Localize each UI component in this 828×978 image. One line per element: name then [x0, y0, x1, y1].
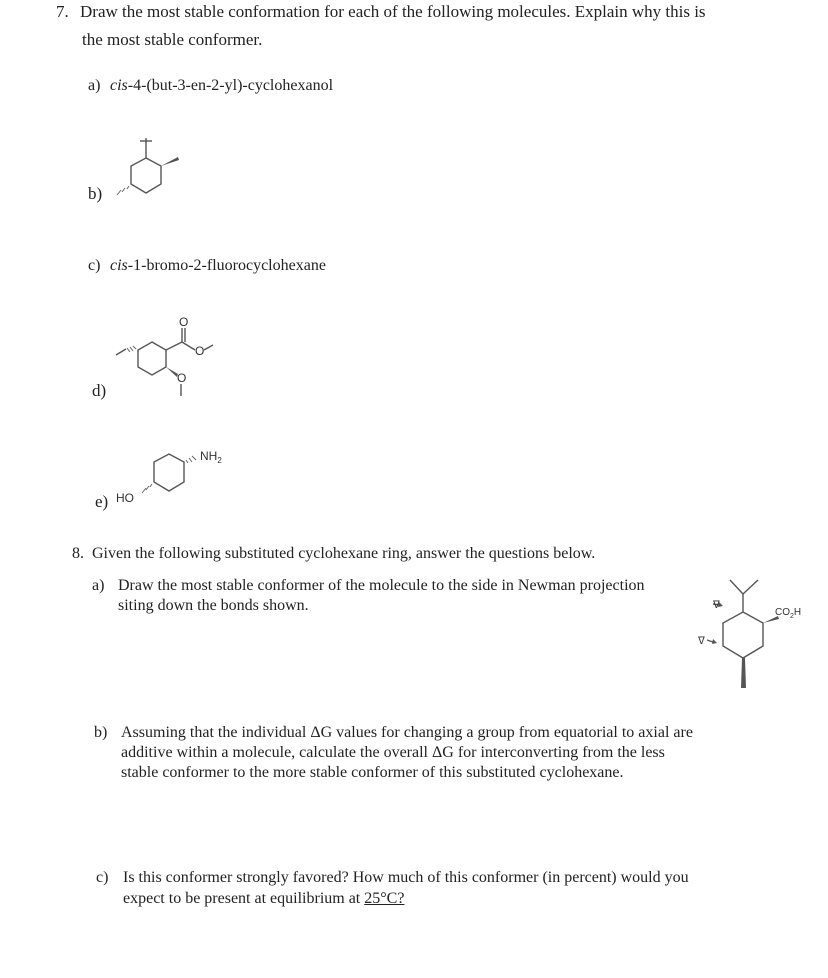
q7e-amine-label: $NH_2$	[200, 449, 222, 465]
q8a-text-line1: Draw the most stable conformer of the molecule to the side in Newman projection	[118, 577, 645, 594]
q7d-molecule-structure	[112, 312, 232, 402]
q8b-label: b)	[94, 724, 108, 741]
q8a-label: a)	[92, 577, 105, 594]
q7c-label: c)	[88, 257, 101, 274]
q8-molecule-structure	[686, 574, 811, 694]
svg-text:ᐁ: ᐁ	[713, 600, 720, 611]
q7e-hydroxyl-label: HO	[116, 491, 134, 505]
q7e-molecule-structure	[114, 446, 234, 516]
q8b-text-line3: stable conformer to the more stable conformer of this substituted cyclohexane.	[121, 764, 624, 781]
q8c-text-line2: expect to be present at equilibrium at 25°C?	[123, 890, 405, 907]
q8-view-arrow-lower	[707, 640, 713, 642]
q7e-label: e)	[95, 492, 109, 511]
q7a-text: cis-4-(but-3-en-2-yl)-cyclohexanol	[110, 77, 334, 94]
q8-intro: Given the following substituted cyclohexane ring, answer the questions below.	[92, 545, 596, 562]
q7d-carbonyl-oxygen: O	[179, 315, 189, 329]
q8b-text-line2: additive within a molecule, calculate the overall ΔG for interconverting from the less	[121, 744, 665, 761]
q7d-methoxy-oxygen: O	[177, 371, 187, 385]
q7c-text: cis-1-bromo-2-fluorocyclohexane	[110, 257, 326, 274]
svg-text:ᐁ: ᐁ	[698, 636, 705, 647]
q7-text-line1: Draw the most stable conformation for each of the following molecules. Explain why this is	[80, 2, 706, 21]
q7d-ester-oxygen: O	[195, 344, 205, 358]
q8c-label: c)	[96, 869, 109, 886]
q7b-label: b)	[88, 184, 103, 203]
q7-number: 7.	[56, 2, 69, 21]
q7-text-line2: the most stable conformer.	[82, 30, 263, 49]
q8-carboxylic-acid-label: $CO_2H$	[775, 607, 802, 620]
q7a-label: a)	[88, 77, 101, 94]
q7d-label: d)	[92, 381, 107, 400]
q8c-text-line1: Is this conformer strongly favored? How much of this conformer (in percent) would you	[123, 869, 689, 886]
q7b-molecule-structure	[108, 132, 188, 212]
q8b-text-line1: Assuming that the individual ΔG values for changing a group from equatorial to axial are	[121, 724, 693, 741]
q8-number: 8.	[72, 545, 84, 562]
q8a-text-line2: siting down the bonds shown.	[118, 597, 309, 614]
